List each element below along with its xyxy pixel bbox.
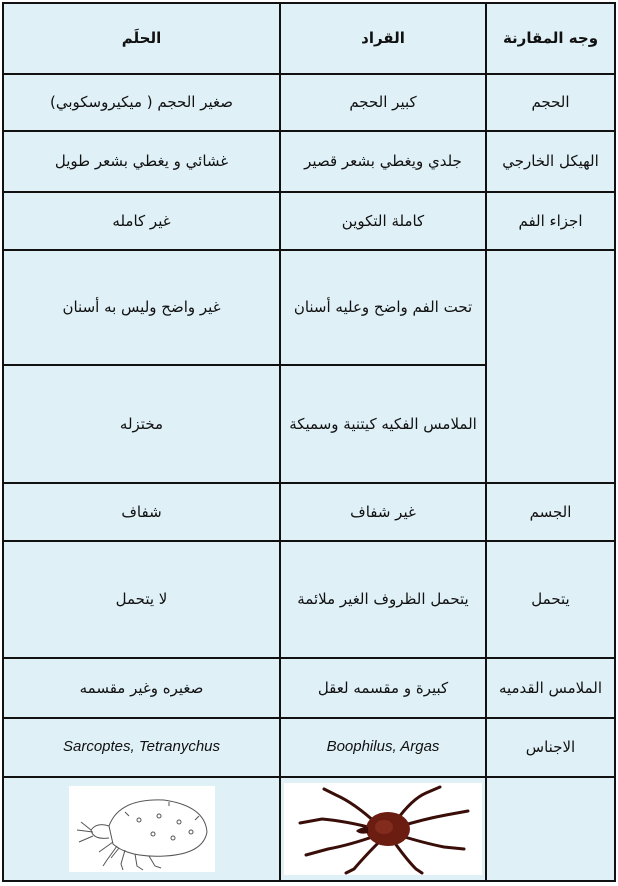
table-row	[3, 74, 615, 130]
mites-genera-cell: Sarcoptes, Tetranychus	[3, 718, 280, 777]
table-row	[3, 483, 615, 541]
table-row	[3, 192, 615, 250]
ticks-genera-cell: Boophilus, Argas	[280, 718, 486, 777]
aspect-cell: الهيكل الخارجي	[486, 131, 615, 192]
mites-cell: غير واضح وليس به أسنان	[3, 250, 280, 365]
mites-cell: صغير الحجم ( ميكيروسكوبي)	[3, 74, 280, 130]
ticks-cell: يتحمل الظروف الغير ملائمة	[280, 541, 486, 658]
mites-cell: غشائي و يغطي بشعر طويل	[3, 131, 280, 192]
header-row	[3, 3, 615, 74]
ticks-cell: الملامس الفكيه كيتنية وسميكة	[280, 365, 486, 482]
aspect-cell: يتحمل	[486, 541, 615, 658]
ticks-cell: كبير الحجم	[280, 74, 486, 130]
aspect-cell-empty	[486, 777, 615, 881]
header-aspect: وجه المقارنة	[486, 3, 615, 74]
mites-cell: شفاف	[3, 483, 280, 541]
ticks-cell: غير شفاف	[280, 483, 486, 541]
aspect-cell: الحجم	[486, 74, 615, 130]
aspect-cell: الاجناس	[486, 718, 615, 777]
header-mites: الحلَم	[3, 3, 280, 74]
table-row	[3, 131, 615, 192]
aspect-cell: الجسم	[486, 483, 615, 541]
aspect-cell-empty	[486, 250, 615, 483]
ticks-cell: كبيرة و مقسمه لعقل	[280, 658, 486, 717]
mites-cell: صغيره وغير مقسمه	[3, 658, 280, 717]
table-row	[3, 541, 615, 658]
image-row	[3, 777, 615, 881]
mites-cell: لا يتحمل	[3, 541, 280, 658]
aspect-cell: الملامس القدميه	[486, 658, 615, 717]
ticks-cell: تحت الفم واضح وعليه أسنان	[280, 250, 486, 365]
ticks-cell: جلدي ويغطي بشعر قصير	[280, 131, 486, 192]
ticks-cell: كاملة التكوين	[280, 192, 486, 250]
table-row	[3, 658, 615, 717]
mite-image-cell	[3, 777, 280, 881]
mite-drawing	[69, 786, 215, 872]
comparison-table	[2, 2, 616, 882]
tick-photo	[284, 783, 482, 875]
mites-cell: مختزله	[3, 365, 280, 482]
tick-image-cell	[280, 777, 486, 881]
table-row	[3, 718, 615, 777]
aspect-cell: اجزاء الفم	[486, 192, 615, 250]
table-row	[3, 250, 615, 365]
header-ticks: القراد	[280, 3, 486, 74]
mites-cell: غير كامله	[3, 192, 280, 250]
